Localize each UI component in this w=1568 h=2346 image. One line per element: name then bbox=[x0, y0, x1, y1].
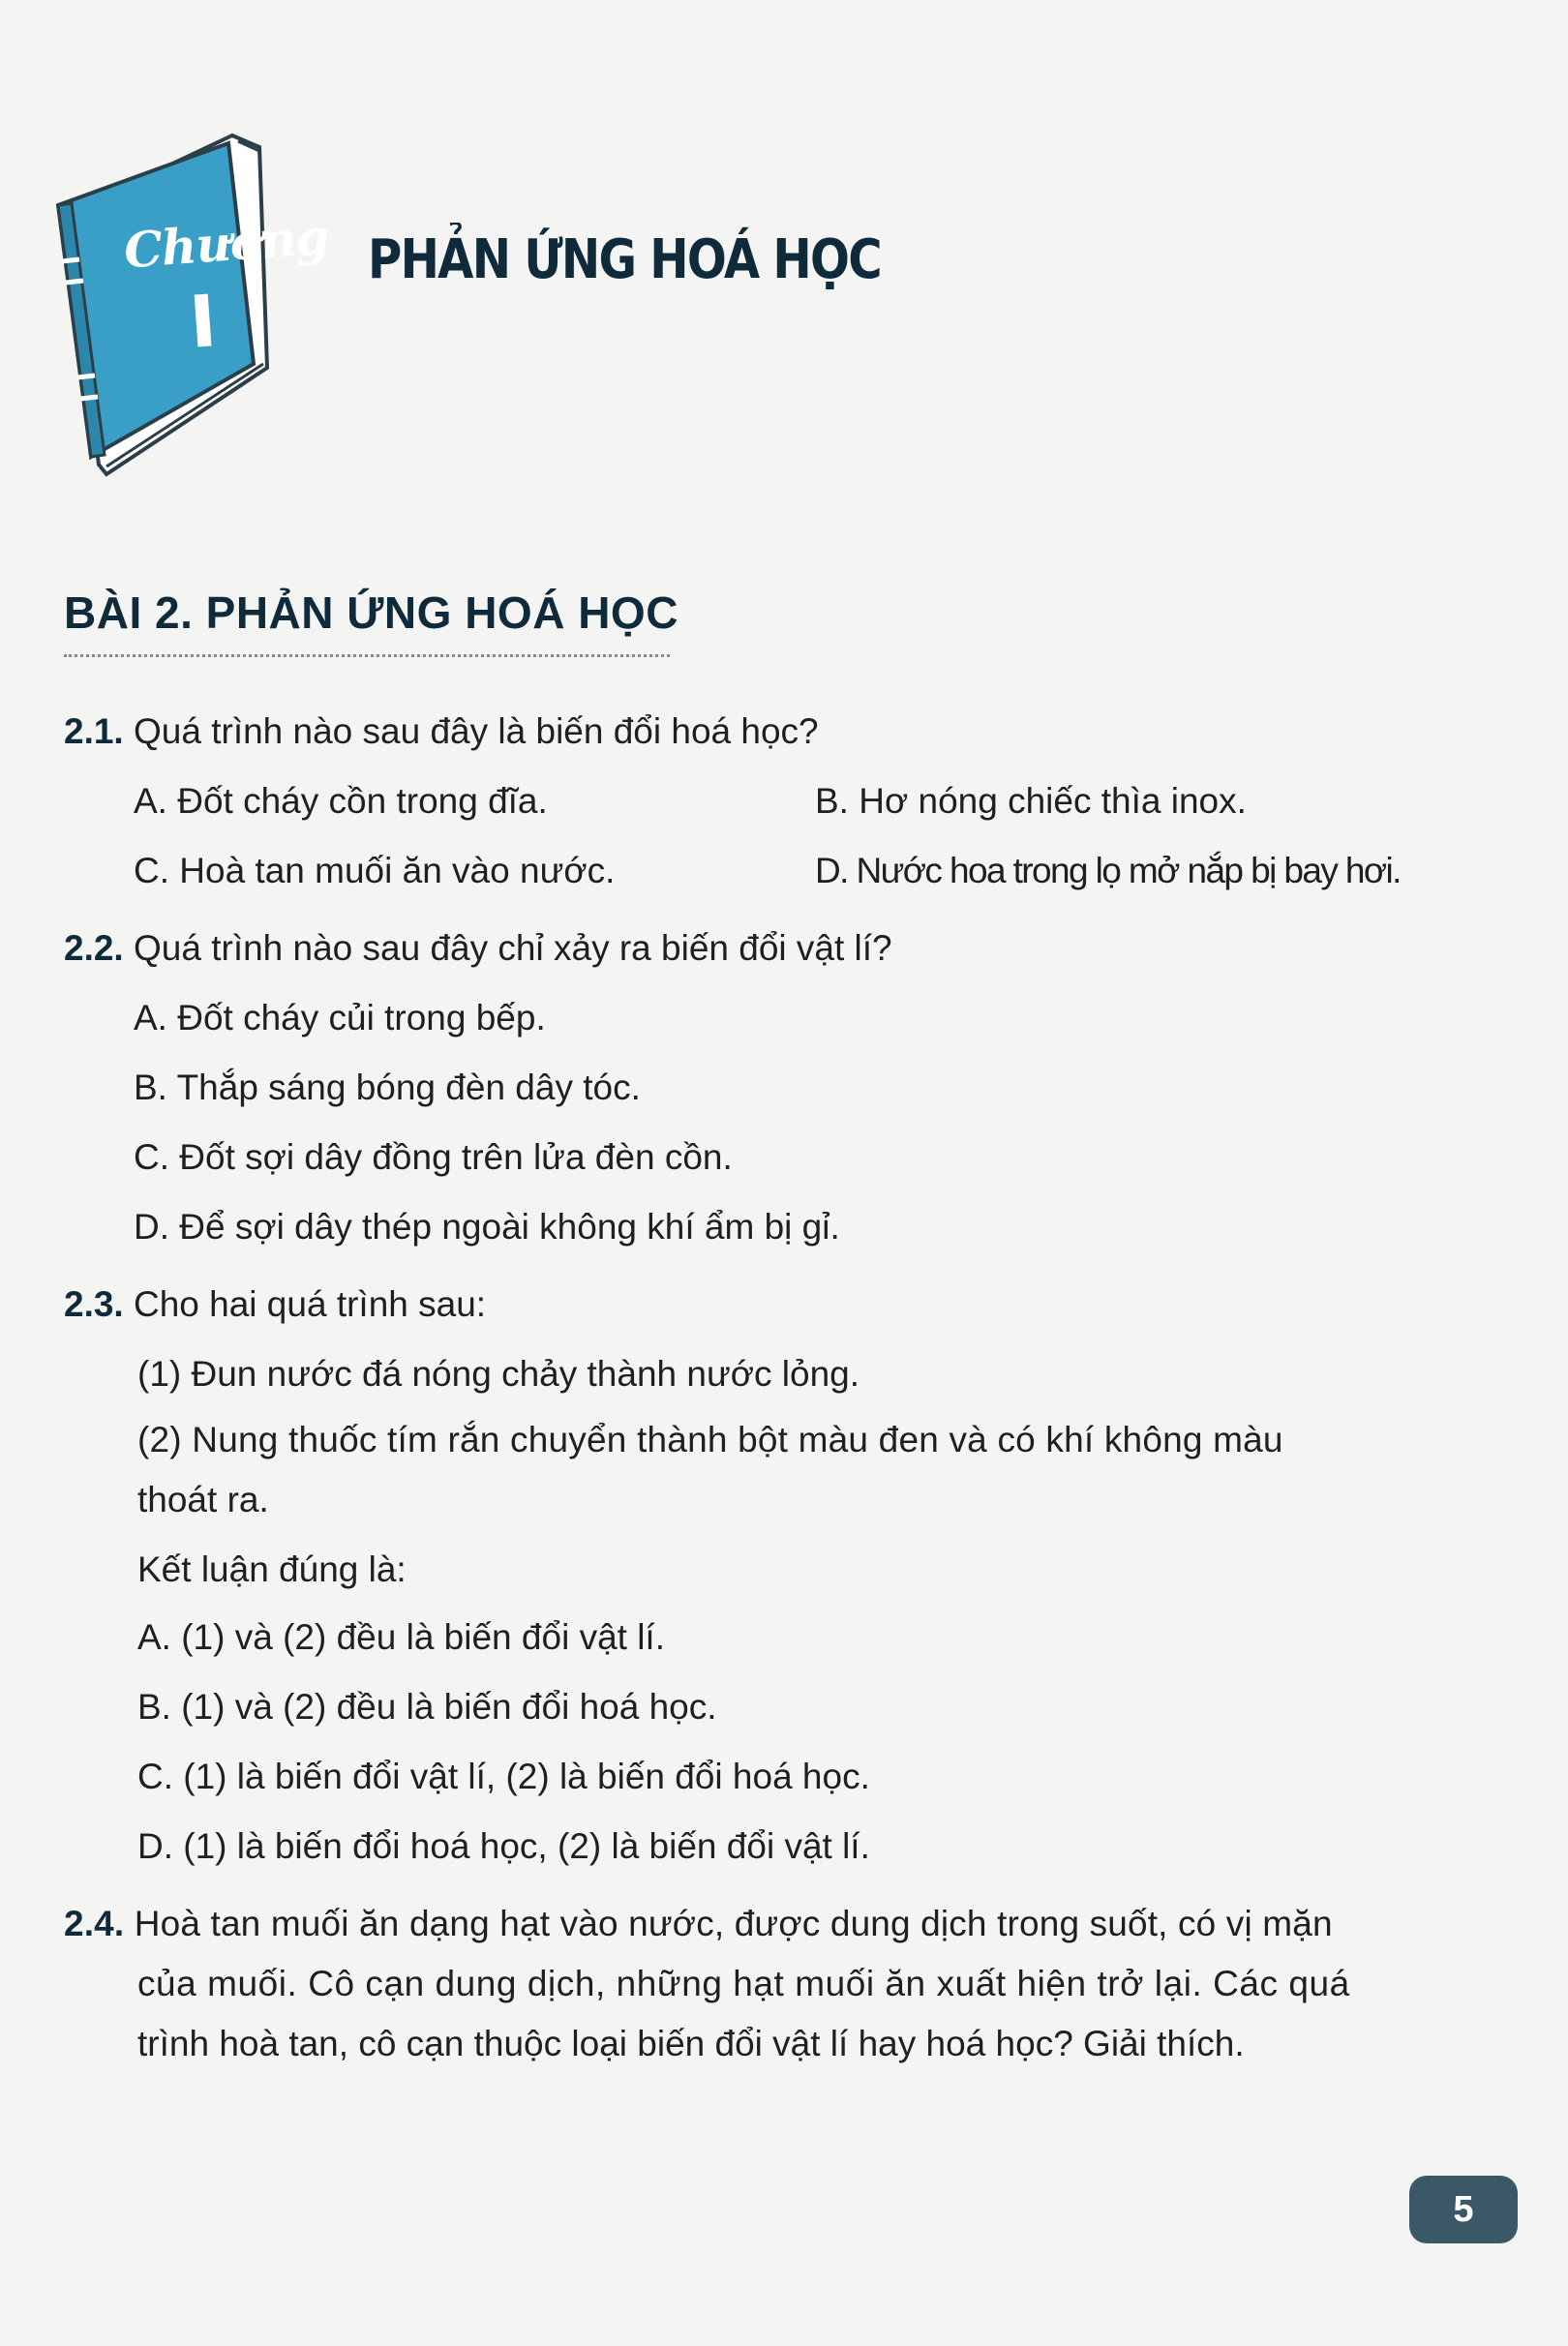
process-2-line-1: (2) Nung thuốc tím rắn chuyển thành bột màu đen và có khí không màu bbox=[137, 1420, 1283, 1459]
page-number: 5 bbox=[1409, 2176, 1518, 2243]
option-a: A. Đốt cháy củi trong bếp. bbox=[134, 998, 546, 1038]
option-d: D. (1) là biến đổi hoá học, (2) là biến đổi vật lí. bbox=[137, 1826, 870, 1866]
option-c: C. Hoà tan muối ăn vào nước. bbox=[134, 851, 616, 890]
option-a: A. (1) và (2) đều là biến đổi vật lí. bbox=[137, 1617, 665, 1657]
option-d: D. Để sợi dây thép ngoài không khí ẩm bị gỉ. bbox=[134, 1207, 840, 1247]
lesson-title: BÀI 2. PHẢN ỨNG HOÁ HỌC bbox=[64, 587, 678, 638]
option-d: D. Nước hoa trong lọ mở nắp bị bay hơi. bbox=[815, 851, 1401, 890]
question-2-2 bbox=[64, 927, 892, 970]
question-text-line-2: của muối. Cô cạn dung dịch, những hạt muối ăn xuất hiện trở lại. Các quá bbox=[137, 1964, 1350, 2003]
question-2-1 bbox=[64, 710, 819, 753]
lesson-divider bbox=[64, 654, 670, 657]
chapter-title: PHẢN ỨNG HOÁ HỌC bbox=[368, 228, 881, 291]
option-b: B. Hơ nóng chiếc thìa inox. bbox=[815, 781, 1247, 821]
question-number: 2.1. bbox=[64, 711, 124, 751]
option-b: B. Thắp sáng bóng đèn dây tóc. bbox=[134, 1068, 641, 1107]
question-text: Quá trình nào sau đây chỉ xảy ra biến đổi vật lí? bbox=[134, 928, 892, 968]
process-1: (1) Đun nước đá nóng chảy thành nước lỏng. bbox=[137, 1354, 859, 1394]
question-text-line-1: Hoà tan muối ăn dạng hạt vào nước, được dung dịch trong suốt, có vị mặn bbox=[134, 1904, 1333, 1943]
question-text: Cho hai quá trình sau: bbox=[134, 1284, 487, 1324]
option-c: C. (1) là biến đổi vật lí, (2) là biến đổi hoá học. bbox=[137, 1757, 870, 1796]
option-a: A. Đốt cháy cồn trong đĩa. bbox=[134, 781, 548, 821]
question-text-line-3: trình hoà tan, cô cạn thuộc loại biến đổi vật lí hay hoá học? Giải thích. bbox=[137, 2024, 1245, 2063]
conclusion-label: Kết luận đúng là: bbox=[137, 1549, 407, 1589]
chapter-number: I bbox=[187, 280, 220, 365]
option-b: B. (1) và (2) đều là biến đổi hoá học. bbox=[137, 1687, 717, 1727]
chapter-word: Chương bbox=[122, 207, 330, 280]
question-2-3 bbox=[64, 1283, 486, 1326]
process-2-line-2: thoát ra. bbox=[137, 1480, 269, 1519]
question-text: Quá trình nào sau đây là biến đổi hoá học? bbox=[134, 711, 819, 751]
question-number: 2.4. bbox=[64, 1904, 125, 1943]
question-number: 2.2. bbox=[64, 928, 124, 968]
question-2-4 bbox=[64, 1903, 1333, 1945]
question-number: 2.3. bbox=[64, 1284, 124, 1324]
option-c: C. Đốt sợi dây đồng trên lửa đèn cồn. bbox=[134, 1137, 733, 1177]
